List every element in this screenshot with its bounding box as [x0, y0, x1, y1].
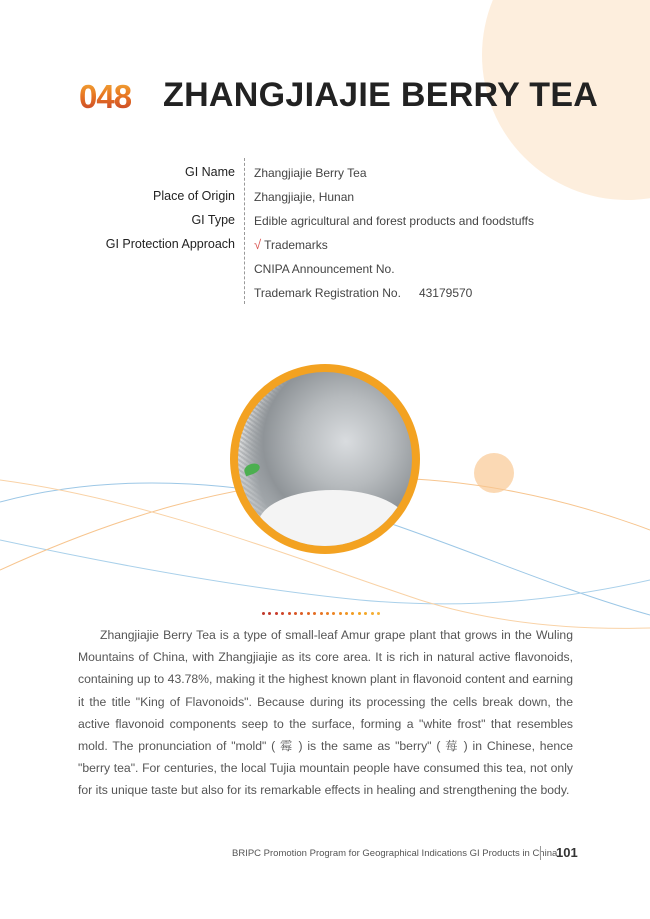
page-number: 101	[556, 845, 578, 860]
tea-bowl	[258, 490, 408, 546]
protection-label: GI Protection Approach	[105, 237, 235, 251]
check-icon: √	[254, 237, 262, 252]
description-paragraph: Zhangjiajie Berry Tea is a type of small-leaf Amur grape plant that grows in the Wuling Mountains of China, with Zhangjiajie as its core area. It is rich in natural active flavonoids, containing up to 43.78%, making it the highest known plant in flavonoid content and earning it the title "King of Flavonoids". Because during its processing the cells break down, the active flavonoid components seep to the surface, forming a "white frost" that resembles mold. The pronunciation of "mold" ( 霉 ) is the same as "berry" ( 莓 ) in Chinese, hence "berry tea". For centuries, the local Tujia mountain people have consumed this tea, not only for its unique taste but also for its remarkable effects in healing and strengthening the body.	[78, 628, 573, 798]
gi-type-label: GI Type	[191, 213, 235, 227]
entry-number: 048	[79, 78, 132, 115]
page-title: ZHANGJIAJIE BERRY TEA	[163, 76, 599, 114]
leaf-icon	[243, 462, 261, 477]
footer-divider	[540, 846, 541, 860]
decorative-dots	[262, 612, 380, 615]
registration-row	[254, 286, 472, 300]
protection-value-row	[254, 237, 328, 252]
origin-value: Zhangjiajie, Hunan	[254, 190, 355, 204]
gi-name-value: Zhangjiajie Berry Tea	[254, 166, 367, 180]
origin-label: Place of Origin	[153, 189, 235, 203]
registration-label: Trademark Registration No.	[254, 286, 401, 300]
registration-value: 43179570	[418, 286, 473, 300]
info-divider	[244, 158, 245, 304]
footer-program: BRIPC Promotion Program for Geographical Indications GI Products in China	[232, 848, 558, 859]
tea-photo	[238, 372, 412, 546]
gi-name-label: GI Name	[184, 165, 235, 179]
gi-type-value: Edible agricultural and forest products and foodstuffs	[254, 214, 534, 228]
protection-value: Trademarks	[264, 238, 328, 252]
tea-photo-frame	[230, 364, 420, 554]
announcement-label: CNIPA Announcement No.	[254, 262, 395, 276]
